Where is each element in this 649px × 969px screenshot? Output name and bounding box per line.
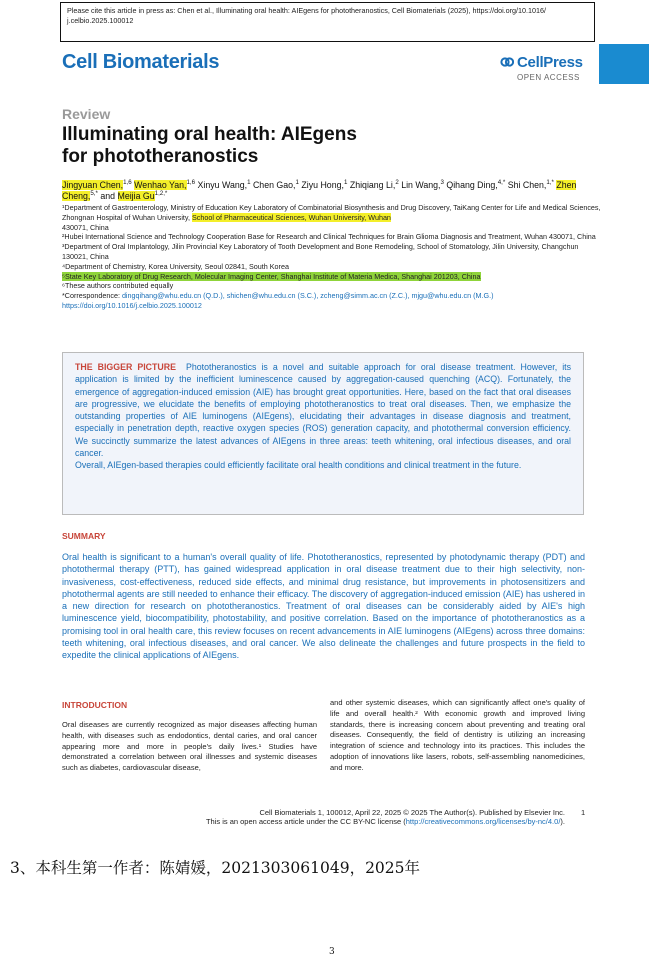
bigger-picture-heading: THE BIGGER PICTURE xyxy=(75,362,176,372)
author-affiliation-sup: 2 xyxy=(395,179,399,187)
author-name: Lin Wang, xyxy=(401,180,441,190)
author-name: Jingyuan Chen, xyxy=(62,180,124,190)
author-affiliation-sup: 1,6 xyxy=(186,179,196,187)
correspondence xyxy=(62,291,602,301)
affiliation-1-postcode: 430071, China xyxy=(62,222,109,232)
publisher-name: CellPress xyxy=(517,54,583,71)
author-affiliation-sup: 5,* xyxy=(90,190,98,198)
affiliation-4: ⁴Department of Chemistry, Korea University, Seoul 02841, South Korea xyxy=(62,261,289,271)
affiliation-3: ³Department of Oral Implantology, Jilin Provincial Key Laboratory of Tooth Development and Bone Remodeling, School of Stomatology, Jilin University, Changchun 130021, China xyxy=(62,242,579,261)
doi-link[interactable]: https://doi.org/10.1016/j.celbio.2025.100012 xyxy=(62,300,202,310)
bigger-picture-text-2: Overall, AIEgen-based therapies could efficiently facilitate oral health conditions and clinical treatment in the future. xyxy=(75,460,522,471)
affiliations xyxy=(62,203,602,311)
introduction-column-2: and other systemic diseases, which can significantly affect one's quality of life and overall health.² With economic growth and improved living standards, there is increasing concern about preventing and treating oral diseases. Consequently, the field of dentistry is utilizing an increasing integration of science and technology into its practices. This includes the adoption of innovations like lasers, robots, self-assembling nanomedicines, and more. xyxy=(330,698,585,772)
title-line-1: Illuminating oral health: AIEgens xyxy=(62,124,357,145)
notice-line-1: Please cite this article in press as: Chen et al., Illuminating oral health: AIEgens for phototheranostics, Cell Biomaterials (2025), https://doi.org/10.1016/ xyxy=(67,6,547,15)
author-name: Xinyu Wang, xyxy=(197,180,248,190)
author-affiliation-sup: 1,2,* xyxy=(154,190,168,198)
correspondence-emails[interactable]: dingqihang@whu.edu.cn (Q.D.), shichen@whu.edu.cn (S.C.), zcheng@simm.ac.cn (Z.C.), mjgu@whu.edu.cn (M.G.) xyxy=(121,291,494,301)
author-name: Meijia Gu xyxy=(117,191,155,201)
author-list xyxy=(62,180,582,202)
correspondence-label: *Correspondence: xyxy=(62,291,122,301)
author-affiliation-sup: 3 xyxy=(440,179,444,187)
author-affiliation-sup: 4,* xyxy=(497,179,506,187)
affiliation-1 xyxy=(62,203,602,232)
author-affiliation-sup: 1,6 xyxy=(123,179,132,187)
author-name: Shi Chen, xyxy=(507,180,547,190)
chinese-annotation: 3、本科生第一作者：陈婧媛，2021303061049，2025年 xyxy=(10,859,421,877)
bigger-picture-para xyxy=(75,361,571,459)
introduction-heading: INTRODUCTION xyxy=(62,700,128,710)
author-name: and xyxy=(100,191,116,201)
summary-heading: SUMMARY xyxy=(62,531,106,541)
equal-contribution-note: ⁶These authors contributed equally xyxy=(62,281,174,291)
author-name: Ziyu Hong, xyxy=(301,180,344,190)
author-affiliation-sup: 1,* xyxy=(546,179,554,187)
footer-citation-text: Cell Biomaterials 1, 100012, April 22, 2025 © 2025 The Author(s). Published by Elsevier Inc. xyxy=(259,808,565,817)
journal-title: Cell Biomaterials xyxy=(62,51,220,73)
affiliation-2: ²Hubei International Science and Technology Cooperation Base for Research and Clinical Techniques for Brain Glioma Diagnosis and Treatment, Wuhan 430071, China xyxy=(62,232,596,242)
license-text: This is an open access article under the CC BY-NC license ( xyxy=(205,817,406,826)
affiliation-5 xyxy=(62,272,602,282)
bigger-picture-text: Phototheranostics is a novel and suitable approach for oral disease treatment. However, its application is limited by the inefficient luminescence caused by aggregation-caused quenching (ACQ). Fortunately, the emergence of aggregation-induced emission (AIE) has brought great opportunities. Here, based on the fact that oral diseases are progressive, we elucidate the benefits of employing phototheranostics to treat oral diseases. Then, we emphasize the outstanding properties of AIE luminogens (AIEgens), elucidating their advantages in disease diagnosis and treatment, especially in penetration depth, reactive oxygen species (ROS) generation capacity, and photothermal conversion efficiency. We succinctly summarize the latest advances of AIEgens in three areas: teeth whitening, oral infectious diseases, and oral cancer. xyxy=(75,362,572,459)
article-type: Review xyxy=(62,106,111,122)
introduction-column-1: Oral diseases are currently recognized as major diseases affecting human health, with diseases such as endodontics, dental caries, and oral cancer appearing more and more in people's daily lives.¹ Studies have demonstrated a correlation between oral illnesses and systemic diseases such as diabetes, cardiovascular disease, xyxy=(62,720,317,773)
author-affiliation-sup: 1 xyxy=(343,179,348,187)
affiliation-5-highlight: ⁵State Key Laboratory of Drug Research, Molecular Imaging Center, Shanghai Institute of Materia Medica, Shanghai 201203, China xyxy=(62,271,481,281)
author-affiliation-sup: 1 xyxy=(247,179,251,187)
author-name: Zhen Cheng, xyxy=(62,180,577,201)
license-text-end: ). xyxy=(560,817,565,826)
footer-license xyxy=(60,817,565,827)
citation-notice xyxy=(60,2,595,42)
affiliation-1-text: ¹Department of Gastroenterology, Ministry of Education Key Laboratory of Combinatorial Biosynthesis and Drug Discovery, TaiKang Center for Life and Medical Sciences, Zhongnan Hospital of Wuhan University, xyxy=(62,203,601,222)
open-access-label: OPEN ACCESS xyxy=(517,73,580,82)
edge-tab xyxy=(599,44,649,84)
title-line-2: for phototheranostics xyxy=(62,146,259,167)
author-affiliation-sup: 1 xyxy=(295,179,299,187)
cellpress-logo-icon xyxy=(500,55,514,69)
bigger-picture-box xyxy=(62,352,584,515)
footer-page-number: 1 xyxy=(581,808,586,817)
author-name: Wenhao Yan, xyxy=(134,180,187,190)
affiliation-1-highlight: School of Pharmaceutical Sciences, Wuhan University, Wuhan xyxy=(191,212,391,222)
article-title xyxy=(62,124,462,168)
author-name: Zhiqiang Li, xyxy=(349,180,396,190)
license-link[interactable]: http://creativecommons.org/licenses/by-nc/4.0/ xyxy=(405,817,561,826)
notice-line-2: j.celbio.2025.100012 xyxy=(67,16,134,25)
summary-text: Oral health is significant to a human's overall quality of life. Phototheranostics, represented by photodynamic therapy (PDT) and photothermal therapy (PTT), has gained widespread application in oral disease treatment due to their high selectivity, non-invasiveness, cost-effectiveness, reduced side effects, and minimal drug resistance, but improvements in photosensitizers and photothermal agents are still needed to enhance their efficacy. The discovery of aggregation-induced emission (AIE) has ushered in a new direction for research on phototheranostics. Treatment of oral diseases can be considerably aided by AIE's high luminescence yield, biocompatibility, photostability, and positive correlation. Based on the importance of phototheranostics as a promising tool in oral health care, this review focuses on recent advancements in AIE luminogens (AIEgens) across three domains: teeth whitening, oral infectious diseases, and oral cancer. We also delineate the challenges and future prospects in the field to expedite the clinical applications of AIEgens. xyxy=(62,552,585,661)
document-page-number: 3 xyxy=(329,947,335,957)
author-name: Qihang Ding, xyxy=(446,180,498,190)
author-name: Chen Gao, xyxy=(252,180,296,190)
